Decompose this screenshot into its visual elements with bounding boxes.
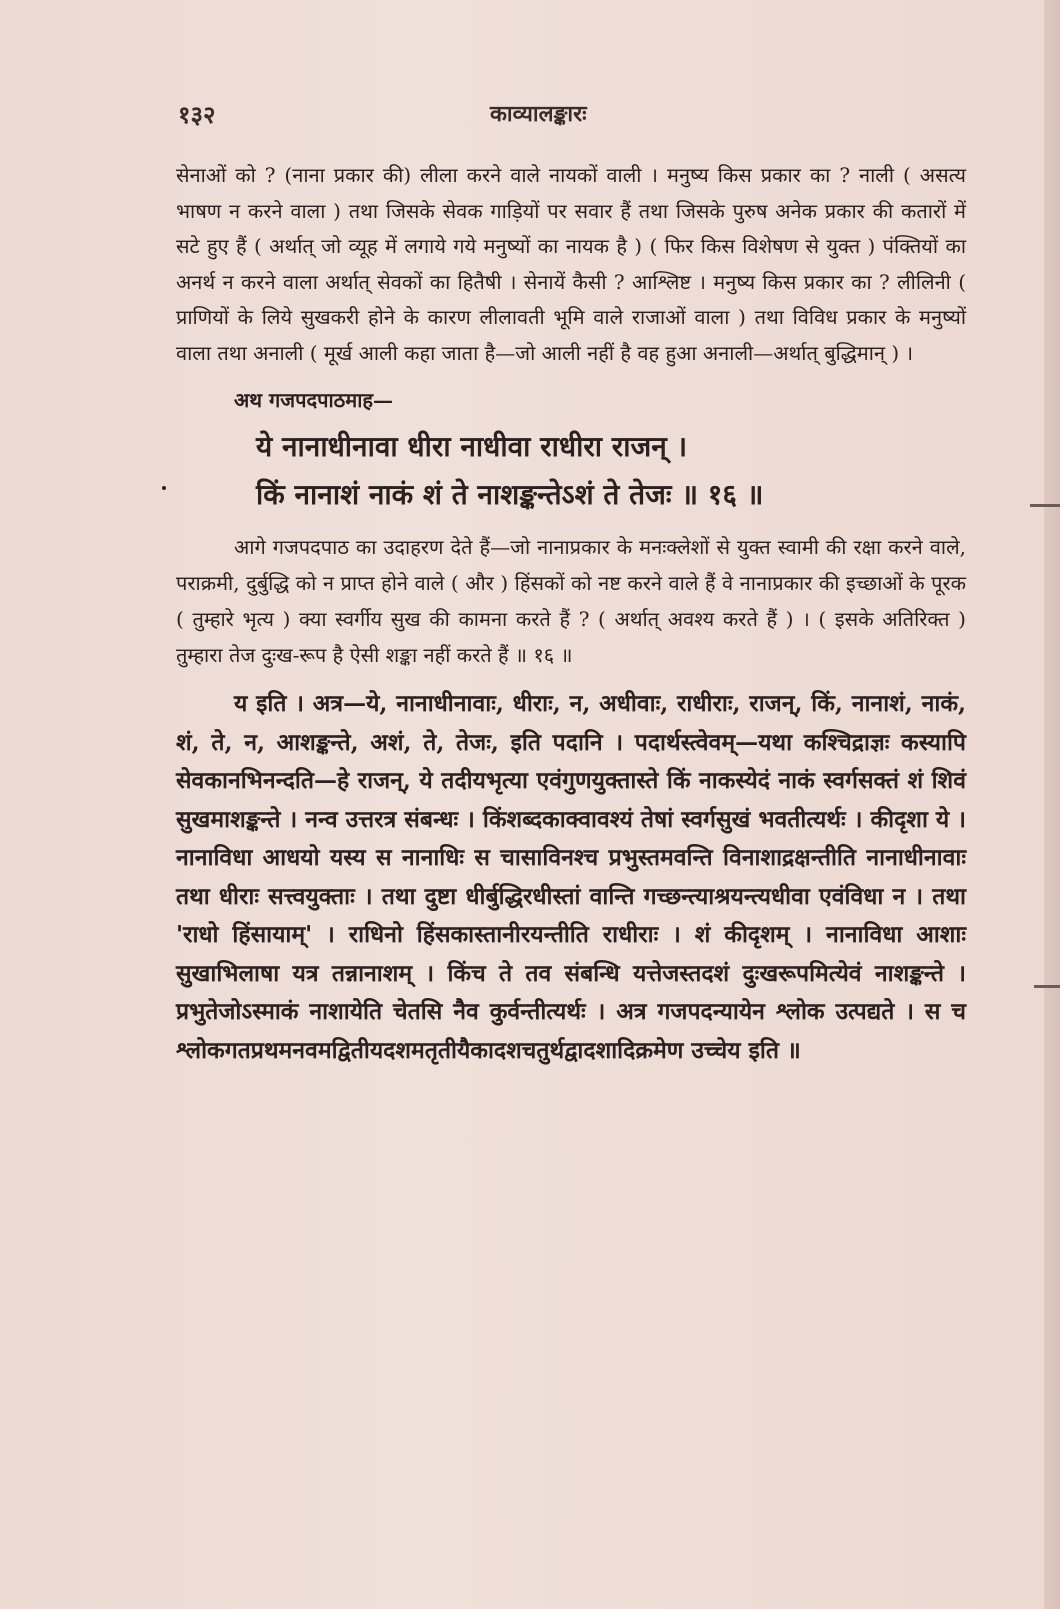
verse-line-2: किं नानाशं नाकं शं ते नाशङ्कन्तेऽशं ते तेजः ॥ १६ ॥ (256, 478, 764, 511)
sanskrit-verse (176, 423, 966, 519)
section-intro: अथ गजपदपाठमाह— (234, 388, 394, 412)
hindi-explanation-paragraph: सेनाओं को ? (नाना प्रकार की) लीला करने वाले नायकों वाली । मनुष्य किस प्रकार का ? नाली ( असत्य भाषण न करने वाला ) तथा जिसके सेवक गाड़ियों पर सवार हैं तथा जिसके पुरुष अनेक प्रकार की कतारों में सटे हुए हैं ( अर्थात् जो व्यूह में लगाये गये मनुष्यों का नायक है ) ( फिर किस विशेषण से युक्त ) पंक्तियों का अनर्थ न करने वाला अर्थात् सेवकों का हितैषी । सेनायें कैसी ? आश्लिष्ट । मनुष्य किस प्रकार का ? लीलिनी ( प्राणियों के लिये सुखकरी होने के कारण लीलावती भूमि वाले राजाओं वाला ) तथा विविध प्रकार के मनुष्यों वाला तथा अनाली ( मूर्ख आली कहा जाता है—जो आली नहीं है वह हुआ अनाली—अर्थात् बुद्धिमान् ) । (176, 163, 966, 365)
page-edge (1044, 0, 1060, 1609)
page-header (0, 98, 1044, 132)
hindi-translation-paragraph: आगे गजपदपाठ का उदाहरण देते हैं—जो नानाप्रकार के मनःक्लेशों से युक्त स्वामी की रक्षा करने वाले, पराक्रमी, दुर्बुद्धि को न प्राप्त होने वाले ( और ) हिंसकों को नष्ट करने वाले हैं वे नानाप्रकार की इच्छाओं के पूरक ( तुम्हारे भृत्य ) क्या स्वर्गीय सुख की कामना करते हैं ? ( अर्थात् अवश्य करते हैं ) । ( इसके अतिरिक्त ) तुम्हारा तेज दुःख-रूप है ऐसी शङ्का नहीं करते हैं ॥ १६ ॥ (176, 535, 966, 667)
edge-mark (1034, 985, 1060, 988)
verse-line-1: ये नानाधीनावा धीरा नाधीवा राधीरा राजन् । (256, 430, 688, 463)
page-number: १३२ (178, 100, 216, 129)
sanskrit-commentary-paragraph: य इति । अत्र—ये, नानाधीनावाः, धीराः, न, अधीवाः, राधीराः, राजन्, किं, नानाशं, नाकं, शं, ते, न, आशङ्कन्ते, अशं, ते, तेजः, इति पदानि । पदार्थस्त्वेवम्—यथा कश्चिद्राज्ञः कस्यापि सेवकानभिनन्दति—हे राजन्, ये तदीयभृत्या एवंगुणयुक्तास्ते किं नाकस्येदं नाकं स्वर्गसक्तं शं शिवं सुखमाशङ्कन्ते । नन्व उत्तरत्र संबन्धः । किंशब्दकाक्वावश्यं तेषां स्वर्गसुखं भवतीत्यर्थः । कीदृशा ये । नानाविधा आधयो यस्य स नानाधिः स चासाविनश्च प्रभुस्तमवन्ति विनाशाद्रक्षन्तीति नानाधीनावाः तथा धीराः सत्त्वयुक्ताः । तथा दुष्टा धीर्बुद्धिरधीस्तां वान्ति गच्छन्त्याश्रयन्त्यधीवा एवंविधा न । तथा 'राधो हिंसायाम्' । राधिनो हिंसकास्तानीरयन्तीति राधीराः । शं कीदृशम् । नानाविधा आशाः सुखाभिलाषा यत्र तन्नानाशम् । किंच ते तव संबन्धि यत्तेजस्तदशं दुःखरूपमित्येवं नाशङ्कन्ते । प्रभुतेजोऽस्माकं नाशायेति चेतसि नैव कुर्वन्तीत्यर्थः । अत्र गजपदन्यायेन श्लोक उत्पद्यते । स च श्लोकगतप्रथमनवमद्वितीयदशमतृतीयैकादशचतुर्थद्वादशादिक्रमेण उच्चेय इति ॥ (176, 690, 966, 1064)
ink-spot (162, 486, 166, 490)
edge-mark (1030, 504, 1060, 507)
page-body (176, 158, 966, 1070)
running-title: काव्यालङ्कारः (490, 101, 587, 127)
